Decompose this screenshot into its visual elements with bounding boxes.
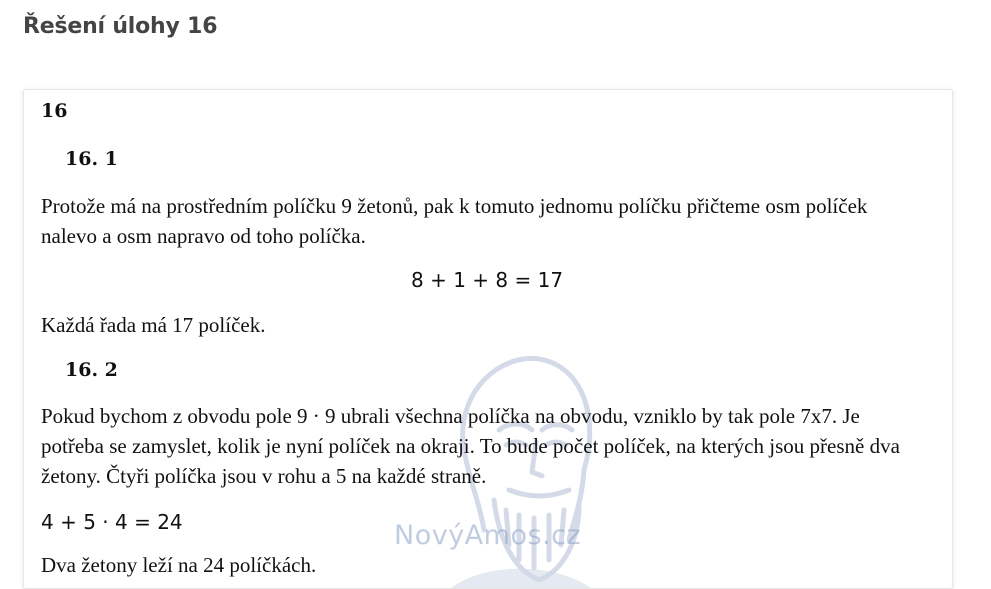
part1-heading: 16. 1 xyxy=(65,148,118,170)
task-heading: 16 xyxy=(41,100,68,122)
part2-heading: 16. 2 xyxy=(65,359,118,381)
part1-conclusion: Každá řada má 17 políček. xyxy=(41,313,266,337)
part1-equation: 8 + 1 + 8 = 17 xyxy=(411,268,564,292)
watermark-text: NovýAmos.cz xyxy=(394,520,582,551)
part2-equation: 4 + 5 · 4 = 24 xyxy=(41,510,183,534)
part1-paragraph: Protože má na prostředním políčku 9 žetonů, pak k tomuto jednomu políčku přičteme osm políček nalevo a osm napravo od toho políčka. xyxy=(41,194,868,248)
part2-paragraph: Pokud bychom z obvodu pole 9 · 9 ubrali všechna políčka na obvodu, vzniklo by tak pole 7x7. Je potřeba se zamyslet, kolik je nyní políček na okraji. To bude počet políček, na kterých jsou přesně dva žetony. Čtyři políčka jsou v rohu a 5 na každé straně. xyxy=(41,404,900,488)
page-title: Řešení úlohy 16 xyxy=(23,14,218,39)
part2-next-line: Dva žetony leží na 24 políčkách. xyxy=(41,553,317,577)
solution-card xyxy=(23,89,953,589)
